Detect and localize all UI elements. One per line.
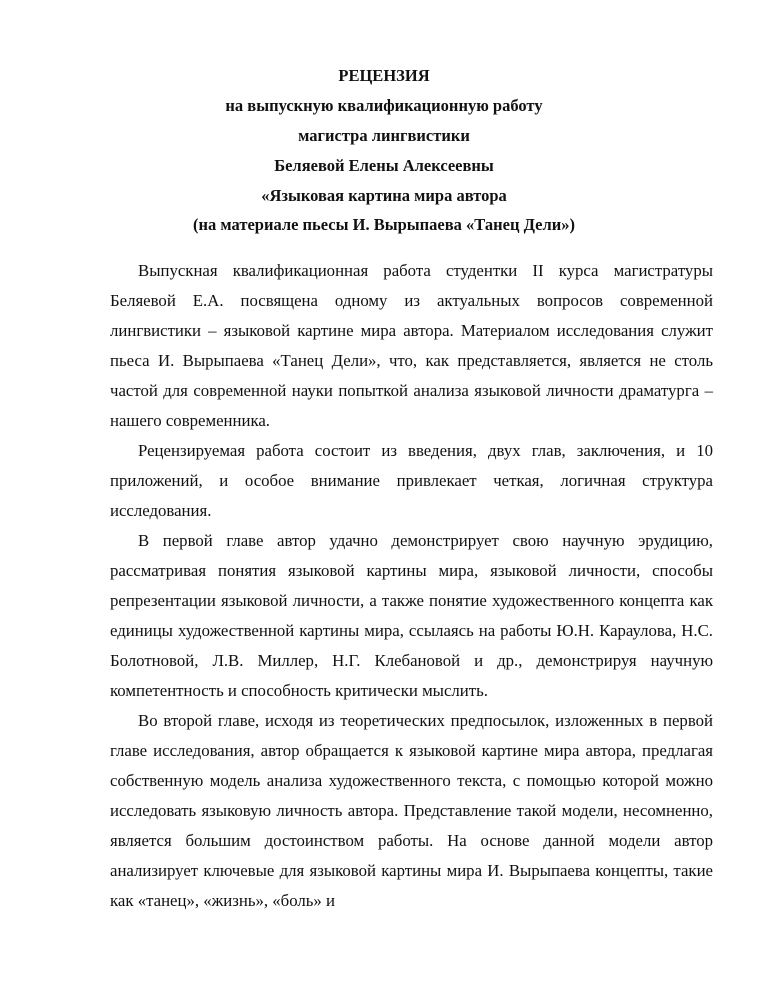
review-body [110, 256, 713, 916]
work-subtitle: (на материале пьесы И. Вырыпаева «Танец Дели») [193, 215, 575, 234]
work-title: «Языковая картина мира автора [261, 186, 507, 205]
paragraph-chapter-one: В первой главе автор удачно демонстрирует свою научную эрудицию, рассматривая понятия языковой картины мира, языковой личности, способы репрезентации языковой личности, а также понятие художественного концепта как единицы художественной картины мира, ссылаясь на работы Ю.Н. Караулова, Н.С. Болотновой, Л.В. Миллер, Н.Г. Клебановой и др., демонстрируя научную компетентность и способность критически мыслить. [110, 531, 713, 700]
degree-line: магистра лингвистики [298, 126, 470, 145]
author-name: Беляевой Елены Алексеевны [274, 156, 494, 175]
paragraph-chapter-two: Во второй главе, исходя из теоретических предпосылок, изложенных в первой главе исследования, автор обращается к языковой картине мира автора, предлагая собственную модель анализа художественного текста, с помощью которой можно исследовать языковую личность автора. Представление такой модели, несомненно, является большим достоинством работы. На основе данной модели автор анализирует ключевые для языковой картины мира И. Вырыпаева концепты, такие как «танец», «жизнь», «боль» и [110, 711, 713, 910]
paragraph-intro: Выпускная квалификационная работа студентки II курса магистратуры Беляевой Е.А. посвящена одному из актуальных вопросов современной лингвистики – языковой картине мира автора. Материалом исследования служит пьеса И. Вырыпаева «Танец Дели», что, как представляется, является не столь частой для современной науки попыткой анализа языковой личности драматурга – нашего современника. [110, 261, 713, 430]
document-title: РЕЦЕНЗИЯ [338, 66, 430, 85]
paragraph-structure: Рецензируемая работа состоит из введения, двух глав, заключения, и 10 приложений, и особое внимание привлекает четкая, логичная структура исследования. [110, 441, 713, 520]
document-subtitle-line: на выпускную квалификационную работу [225, 96, 543, 115]
